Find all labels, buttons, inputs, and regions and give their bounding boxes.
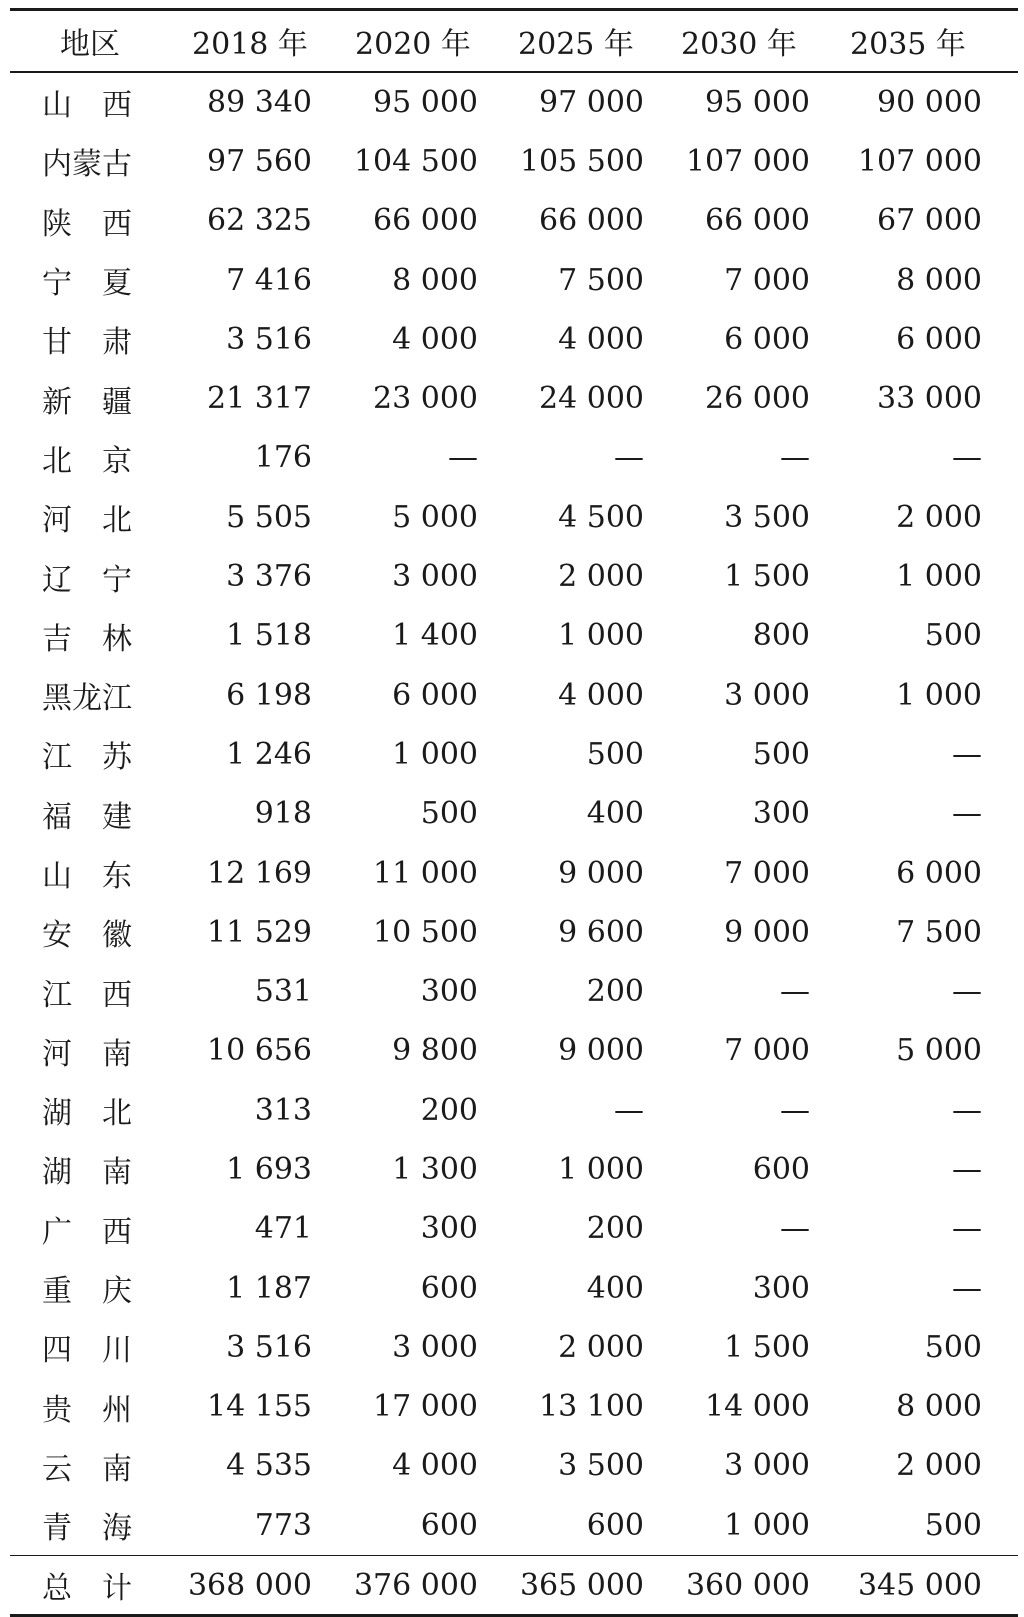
value-cell-2035: 8 000 [896,262,982,298]
value-cell-2018: 21 317 [207,381,312,417]
region-cell: 黑龙江 [42,681,132,717]
value-cell-2025: 400 [586,1270,644,1306]
value-cell-2018: 1 246 [226,736,312,772]
value-cell-2025: 97 000 [539,84,644,120]
value-cell-2018: 773 [254,1507,312,1543]
region-cell: 山 东 [42,859,132,894]
table-row [10,1140,1018,1199]
value-cell-2020: 104 500 [353,143,478,179]
value-cell-2035: — [952,1092,982,1128]
region-cell: 辽 宁 [42,562,132,598]
value-cell-2030: 6 000 [724,321,810,357]
table-row [10,725,1018,784]
value-cell-2035: 1 000 [896,677,982,713]
value-cell-2020: 23 000 [373,381,478,417]
header-2030: 2030 年 [681,27,797,62]
value-cell-2020: 1 400 [392,618,478,654]
value-cell-2035: — [952,1270,982,1306]
value-cell-2020: 4 000 [392,1448,478,1484]
value-cell-2020: 3 000 [392,1329,478,1365]
value-cell-2025: 9 000 [558,855,644,891]
value-cell-2025: 4 000 [558,677,644,713]
region-cell: 江 西 [42,977,132,1013]
region-cell: 湖 南 [42,1155,132,1191]
region-cell: 江 苏 [42,740,132,776]
total-cell-2025: 365 000 [519,1567,644,1603]
value-cell-2035: 500 [924,1507,982,1543]
value-cell-2030: 14 000 [705,1389,810,1425]
value-cell-2018: 3 516 [226,321,312,357]
value-cell-2018: 1 518 [226,618,312,654]
table-row [10,1081,1018,1140]
value-cell-2025: 500 [586,736,644,772]
value-cell-2020: — [448,440,478,476]
table-header-row [10,11,1018,71]
value-cell-2025: 1 000 [558,618,644,654]
table-row [10,191,1018,250]
data-table [10,8,1018,1617]
value-cell-2035: 107 000 [857,143,982,179]
value-cell-2030: 300 [752,796,810,832]
value-cell-2035: 2 000 [896,1448,982,1484]
value-cell-2030: 800 [752,618,810,654]
value-cell-2018: 6 198 [226,677,312,713]
value-cell-2030: 7 000 [724,1033,810,1069]
region-cell: 宁 夏 [42,266,132,302]
value-cell-2020: 600 [420,1507,478,1543]
value-cell-2030: — [780,974,810,1010]
value-cell-2020: 66 000 [373,203,478,239]
value-cell-2020: 4 000 [392,321,478,357]
value-cell-2018: 3 376 [226,559,312,595]
value-cell-2025: 400 [586,796,644,832]
value-cell-2020: 300 [420,1211,478,1247]
value-cell-2018: 12 169 [207,855,312,891]
value-cell-2030: 7 000 [724,262,810,298]
value-cell-2030: 66 000 [705,203,810,239]
value-cell-2025: 24 000 [539,381,644,417]
value-cell-2025: 2 000 [558,559,644,595]
table-row [10,369,1018,428]
value-cell-2020: 1 300 [392,1151,478,1187]
value-cell-2018: 62 325 [207,203,312,239]
value-cell-2018: 14 155 [207,1389,312,1425]
table-row [10,73,1018,132]
value-cell-2035: 6 000 [896,855,982,891]
value-cell-2018: 5 505 [226,499,312,535]
value-cell-2025: 9 000 [558,1033,644,1069]
value-cell-2018: 1 693 [226,1151,312,1187]
table-row [10,606,1018,665]
value-cell-2035: — [952,1151,982,1187]
value-cell-2025: 1 000 [558,1151,644,1187]
table-total-row [10,1556,1018,1614]
table-body [10,73,1018,1555]
value-cell-2030: 300 [752,1270,810,1306]
value-cell-2020: 1 000 [392,736,478,772]
value-cell-2020: 600 [420,1270,478,1306]
region-cell: 陕 西 [42,206,132,242]
region-cell: 福 建 [42,799,132,835]
value-cell-2035: 90 000 [877,84,982,120]
region-cell: 四 川 [42,1333,132,1369]
value-cell-2020: 300 [420,974,478,1010]
value-cell-2018: 918 [254,796,312,832]
value-cell-2018: 471 [254,1211,312,1247]
region-cell: 贵 州 [42,1392,132,1428]
value-cell-2020: 500 [420,796,478,832]
value-cell-2025: 105 500 [519,143,644,179]
region-cell: 河 北 [42,503,132,539]
value-cell-2025: — [614,440,644,476]
region-cell: 云 南 [42,1451,132,1487]
value-cell-2030: 107 000 [685,143,810,179]
region-cell: 湖 北 [42,1096,132,1132]
value-cell-2030: 1 500 [724,559,810,595]
value-cell-2030: 3 500 [724,499,810,535]
value-cell-2035: — [952,974,982,1010]
table-row [10,250,1018,309]
value-cell-2030: 7 000 [724,855,810,891]
value-cell-2030: 3 000 [724,677,810,713]
table-row [10,843,1018,902]
value-cell-2018: 11 529 [207,914,312,950]
value-cell-2035: 500 [924,618,982,654]
value-cell-2035: 67 000 [877,203,982,239]
value-cell-2018: 7 416 [226,262,312,298]
table-row [10,1496,1018,1555]
region-cell: 青 海 [42,1511,132,1547]
table-row [10,903,1018,962]
total-label: 总 计 [42,1571,132,1607]
value-cell-2025: 200 [586,974,644,1010]
value-cell-2018: 313 [254,1092,312,1128]
value-cell-2020: 17 000 [373,1389,478,1425]
region-cell: 山 西 [42,88,132,124]
value-cell-2030: — [780,1092,810,1128]
region-cell: 新 疆 [42,384,132,420]
total-cell-2020: 376 000 [353,1567,478,1603]
value-cell-2035: 500 [924,1329,982,1365]
value-cell-2020: 6 000 [392,677,478,713]
total-cell-2035: 345 000 [857,1567,982,1603]
value-cell-2025: 2 000 [558,1329,644,1365]
table-row [10,310,1018,369]
value-cell-2030: 1 500 [724,1329,810,1365]
header-2035: 2035 年 [850,27,966,62]
value-cell-2020: 95 000 [373,84,478,120]
table-row [10,428,1018,487]
table-row [10,1436,1018,1495]
table-row [10,1258,1018,1317]
value-cell-2018: 176 [254,440,312,476]
total-cell-2018: 368 000 [187,1567,312,1603]
value-cell-2030: 500 [752,736,810,772]
value-cell-2025: 66 000 [539,203,644,239]
value-cell-2035: 8 000 [896,1389,982,1425]
value-cell-2025: 13 100 [539,1389,644,1425]
value-cell-2018: 531 [254,974,312,1010]
header-region: 地区 [60,27,120,62]
table-row [10,132,1018,191]
value-cell-2030: 3 000 [724,1448,810,1484]
table-row [10,784,1018,843]
value-cell-2020: 10 500 [373,914,478,950]
value-cell-2030: 600 [752,1151,810,1187]
total-cell-2030: 360 000 [685,1567,810,1603]
value-cell-2020: 5 000 [392,499,478,535]
value-cell-2035: 6 000 [896,321,982,357]
value-cell-2020: 200 [420,1092,478,1128]
region-cell: 内蒙古 [42,147,132,183]
value-cell-2030: 1 000 [724,1507,810,1543]
value-cell-2025: 9 600 [558,914,644,950]
table-row [10,1199,1018,1258]
table-row [10,665,1018,724]
value-cell-2030: 26 000 [705,381,810,417]
value-cell-2018: 4 535 [226,1448,312,1484]
value-cell-2018: 10 656 [207,1033,312,1069]
header-2025: 2025 年 [518,27,634,62]
header-2020: 2020 年 [355,27,471,62]
value-cell-2025: 4 500 [558,499,644,535]
value-cell-2020: 8 000 [392,262,478,298]
value-cell-2020: 11 000 [373,855,478,891]
region-cell: 甘 肃 [42,325,132,361]
value-cell-2035: 1 000 [896,559,982,595]
table-row [10,1318,1018,1377]
value-cell-2025: 3 500 [558,1448,644,1484]
value-cell-2020: 9 800 [392,1033,478,1069]
value-cell-2035: 7 500 [896,914,982,950]
region-cell: 河 南 [42,1036,132,1072]
value-cell-2025: 600 [586,1507,644,1543]
value-cell-2030: — [780,440,810,476]
value-cell-2025: 7 500 [558,262,644,298]
table-row [10,488,1018,547]
value-cell-2025: 4 000 [558,321,644,357]
value-cell-2035: — [952,796,982,832]
value-cell-2018: 1 187 [226,1270,312,1306]
header-2018: 2018 年 [192,27,308,62]
value-cell-2030: — [780,1211,810,1247]
region-cell: 重 庆 [42,1274,132,1310]
table-row [10,1377,1018,1436]
value-cell-2018: 97 560 [207,143,312,179]
region-cell: 广 西 [42,1214,132,1250]
value-cell-2035: — [952,1211,982,1247]
value-cell-2025: — [614,1092,644,1128]
region-cell: 安 徽 [42,918,132,954]
value-cell-2018: 3 516 [226,1329,312,1365]
value-cell-2035: 2 000 [896,499,982,535]
value-cell-2030: 95 000 [705,84,810,120]
table-row [10,962,1018,1021]
value-cell-2035: 5 000 [896,1033,982,1069]
value-cell-2035: — [952,440,982,476]
value-cell-2025: 200 [586,1211,644,1247]
table-row [10,547,1018,606]
region-cell: 北 京 [42,443,132,479]
value-cell-2020: 3 000 [392,559,478,595]
value-cell-2018: 89 340 [207,84,312,120]
value-cell-2030: 9 000 [724,914,810,950]
region-cell: 吉 林 [42,621,132,657]
value-cell-2035: — [952,736,982,772]
table-row [10,1021,1018,1080]
value-cell-2035: 33 000 [877,381,982,417]
